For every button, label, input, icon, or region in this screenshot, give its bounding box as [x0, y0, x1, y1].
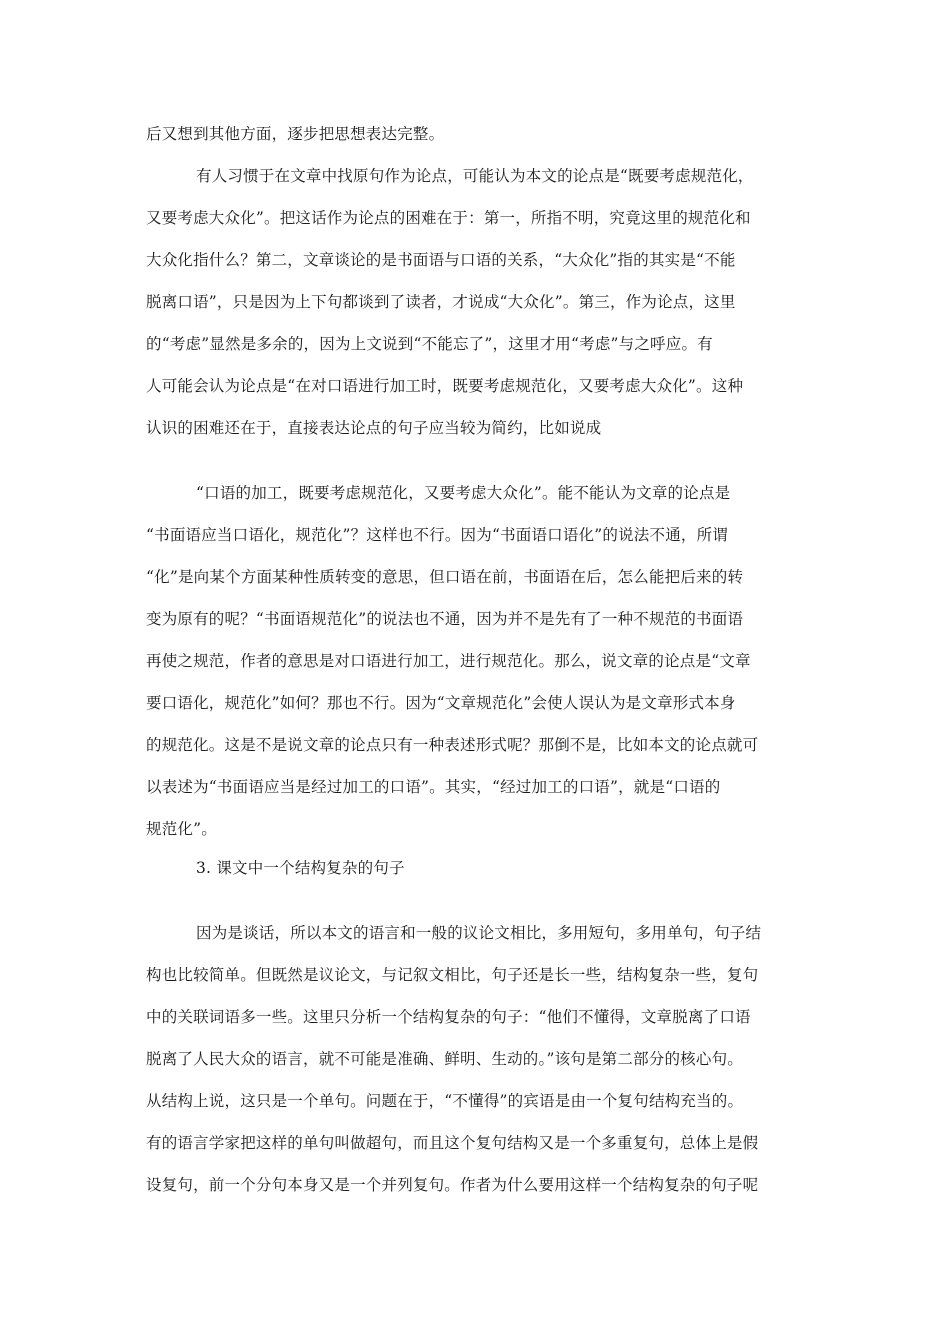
text-line: 有的语言学家把这样的单句叫做超句，而且这个复句结构又是一个多重复句，总体上是假 — [146, 1134, 759, 1152]
text-line: 又要考虑大众化”。把这话作为论点的困难在于：第一，所指不明，究竟这里的规范化和 — [146, 209, 751, 227]
text-line: 再使之规范，作者的意思是对口语进行加工，进行规范化。那么，说文章的论点是“文章 — [146, 652, 751, 670]
text-line: 后又想到其他方面，逐步把思想表达完整。 — [146, 125, 445, 143]
text-line: 变为原有的呢？“书面语规范化”的说法也不通，因为并不是先有了一种不规范的书面语 — [146, 610, 744, 628]
text-line: 的“考虑”显然是多余的，因为上文说到“不能忘了”，这里才用“考虑”与之呼应。有 — [146, 335, 713, 353]
text-line: 要口语化，规范化”如何？那也不行。因为“文章规范化”会使人误认为是文章形式本身 — [146, 694, 736, 712]
text-line: 以表述为“书面语应当是经过加工的口语”。其实，“经过加工的口语”，就是“口语的 — [146, 778, 721, 796]
text-line: “口语的加工，既要考虑规范化，又要考虑大众化”。能不能认为文章的论点是 — [196, 484, 731, 502]
text-line: “书面语应当口语化，规范化”？这样也不行。因为“书面语口语化”的说法不通，所谓 — [146, 526, 728, 544]
text-line: 的规范化。这是不是说文章的论点只有一种表述形式呢？那倒不是，比如本文的论点就可 — [146, 736, 759, 754]
text-line: 构也比较简单。但既然是议论文，与记叙文相比，句子还是长一些，结构复杂一些，复句 — [146, 966, 759, 984]
text-line: 中的关联词语多一些。这里只分析一个结构复杂的句子：“他们不懂得，文章脱离了口语 — [146, 1008, 751, 1026]
section-heading: 3. 课文中一个结构复杂的句子 — [196, 859, 405, 877]
text-line: 有人习惯于在文章中找原句作为论点，可能认为本文的论点是“既要考虑规范化， — [196, 167, 754, 185]
text-line: 大众化指什么？第二，文章谈论的是书面语与口语的关系，“大众化”指的其实是“不能 — [146, 251, 736, 269]
text-line: “化”是向某个方面某种性质转变的意思，但口语在前，书面语在后，怎么能把后来的转 — [146, 568, 744, 586]
text-line: 规范化”。 — [146, 820, 217, 838]
text-line: 脱离口语”，只是因为上下句都谈到了读者，才说成“大众化”。第三，作为论点，这里 — [146, 293, 736, 311]
text-line: 人可能会认为论点是“在对口语进行加工时，既要考虑规范化，又要考虑大众化”。这种 — [146, 377, 744, 395]
text-line: 认识的困难还在于，直接表达论点的句子应当较为简约，比如说成 — [146, 419, 602, 437]
text-line: 因为是谈话，所以本文的语言和一般的议论文相比，多用短句，多用单句，句子结 — [196, 924, 762, 942]
text-line: 脱离了人民大众的语言，就不可能是准确、鲜明、生动的。”该句是第二部分的核心句。 — [146, 1050, 743, 1068]
text-line: 从结构上说，这只是一个单句。问题在于，“不懂得”的宾语是由一个复句结构充当的。 — [146, 1092, 744, 1110]
text-line: 设复句，前一个分句本身又是一个并列复句。作者为什么要用这样一个结构复杂的句子呢 — [146, 1176, 759, 1194]
